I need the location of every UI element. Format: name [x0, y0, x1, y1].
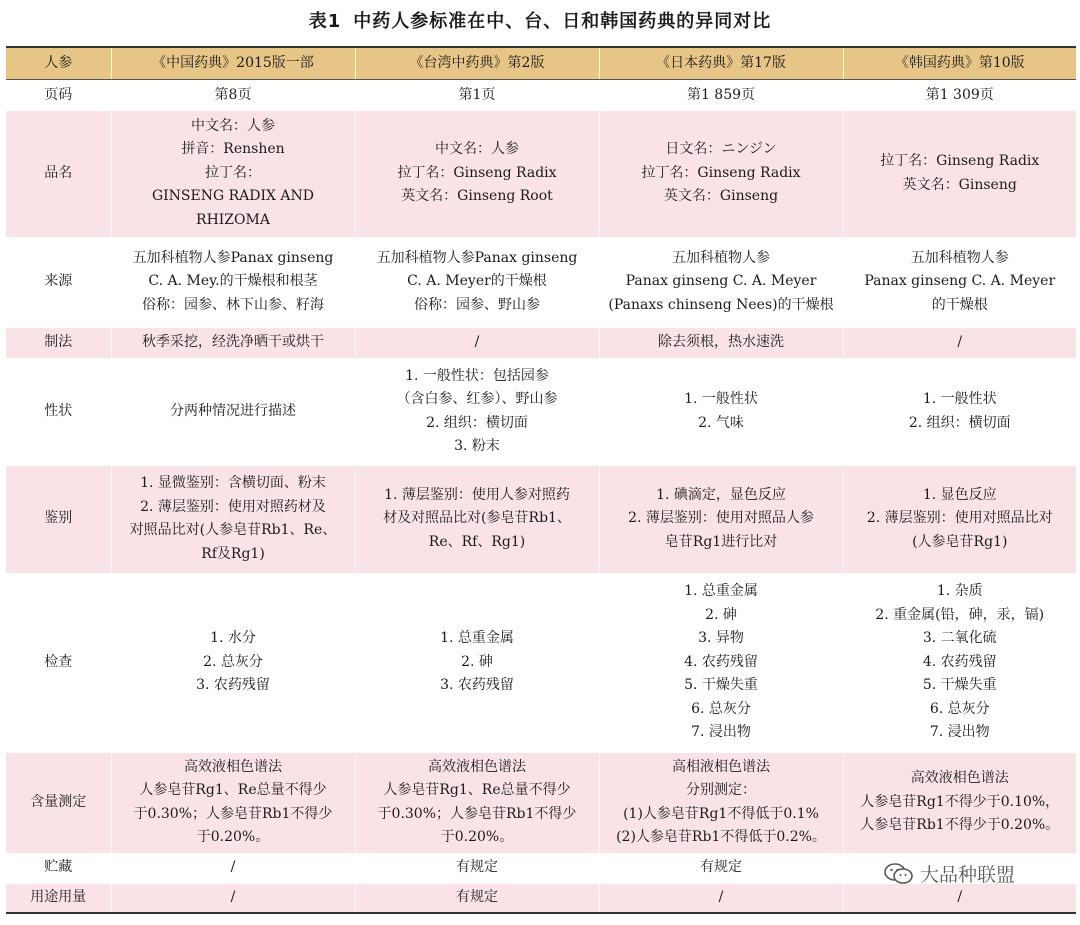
row-label: 含量测定 — [6, 753, 111, 853]
table-cell — [355, 753, 599, 853]
cell-line: 1. 碘滴定，显色反应 — [656, 486, 786, 503]
cell-line: 2. 薄层鉴别：使用对照品人参 — [628, 510, 814, 527]
cell-line: 4. 农药残留 — [922, 653, 997, 670]
cell-line: Panax ginseng C. A. Meyer — [864, 273, 1056, 290]
row-label: 制法 — [6, 328, 111, 358]
table-cell — [599, 237, 843, 328]
header-pharmacopoeia-2: 《台湾中药典》第2版 — [355, 47, 599, 80]
table-caption — [0, 0, 1080, 44]
cell-line: (人参皂苷Rg1) — [912, 533, 1008, 550]
table-cell — [355, 358, 599, 466]
table-cell — [355, 466, 599, 573]
table-row — [6, 466, 1076, 573]
cell-line: 材及对照品比对(参皂苷Rb1、 — [383, 510, 571, 527]
table-cell — [599, 111, 843, 237]
table-number: 表1 — [308, 11, 342, 32]
cell-line: 6. 总灰分 — [929, 700, 990, 717]
cell-line: 于0.30%；人参皂苷Rb1不得少 — [133, 805, 333, 822]
table-cell — [599, 853, 843, 884]
cell-line: 俗称：园参、林下山参、籽海 — [142, 296, 324, 313]
cell-line: 人参皂苷Rb1不得少于0.20%。 — [860, 817, 1060, 834]
cell-line: (1)人参皂苷Rg1不得低于0.1% — [623, 805, 819, 822]
cell-line: / — [957, 333, 963, 350]
cell-line: 于0.30%；人参皂苷Rb1不得少 — [377, 805, 577, 822]
cell-line: 有规定 — [700, 859, 742, 876]
cell-line: 拉丁名：Ginseng Radix — [641, 164, 801, 181]
cell-line: C. A. Mey.的干燥根和根茎 — [148, 273, 318, 290]
cell-line: 英文名：Ginseng — [902, 176, 1017, 193]
cell-line: 于0.20%。 — [196, 829, 270, 845]
table-cell — [843, 237, 1076, 328]
cell-line: 1. 总重金属 — [440, 630, 514, 647]
cell-line: C. A. Meyer的干燥根 — [407, 273, 547, 290]
table-row — [6, 111, 1076, 237]
cell-line: GINSENG RADIX AND — [151, 188, 315, 205]
table-row — [6, 573, 1076, 753]
table-cell — [355, 111, 599, 237]
table-cell — [111, 80, 355, 111]
table-cell — [843, 884, 1076, 913]
cell-line: 1. 一般性状：包括园参 — [405, 367, 549, 384]
row-label: 鉴别 — [6, 466, 111, 573]
cell-line: 1. 显微鉴别：含横切面、粉末 — [140, 475, 326, 491]
wechat-icon — [884, 862, 914, 886]
row-label: 性状 — [6, 358, 111, 466]
cell-line: 3. 农药残留 — [440, 677, 514, 694]
cell-line: 1. 水分 — [210, 630, 256, 647]
cell-line: 1. 显色反应 — [922, 486, 997, 503]
table-cell — [111, 853, 355, 884]
table-cell — [111, 753, 355, 853]
cell-line: 2. 薄层鉴别：使用对照品比对 — [866, 510, 1053, 527]
table-cell — [111, 358, 355, 466]
table-cell — [111, 111, 355, 237]
cell-line: RHIZOMA — [196, 211, 270, 228]
table-cell — [843, 466, 1076, 573]
row-label: 品名 — [6, 111, 111, 237]
cell-line: 高效液相色谱法 — [184, 758, 282, 775]
watermark — [884, 860, 1015, 887]
row-label: 用途用量 — [6, 884, 111, 913]
table-cell — [843, 358, 1076, 466]
cell-line: 5. 干燥失重 — [922, 677, 997, 694]
cell-line: 高相液相色谱法 — [672, 758, 770, 775]
table-cell — [111, 328, 355, 358]
table-cell — [599, 328, 843, 358]
cell-line: 1. 一般性状 — [922, 391, 997, 407]
cell-line: / — [718, 888, 724, 905]
cell-line: 有规定 — [456, 859, 498, 876]
cell-line: 2. 气味 — [698, 414, 744, 431]
table-cell — [355, 237, 599, 328]
header-pharmacopoeia-4: 《韩国药典》第10版 — [843, 47, 1076, 80]
cell-line: 6. 总灰分 — [691, 700, 751, 717]
table-cell — [599, 80, 843, 111]
table-cell — [599, 573, 843, 753]
comparison-table — [6, 46, 1076, 914]
cell-line: 拼音：Renshen — [181, 141, 285, 158]
cell-line: （含白参、红参）、野山参 — [396, 391, 558, 407]
cell-line: 2. 组织：横切面 — [908, 414, 1011, 431]
table-row — [6, 358, 1076, 466]
cell-line: 3. 异物 — [698, 630, 744, 647]
cell-line: Re、Rf、Rg1) — [428, 533, 526, 550]
cell-line: 2. 总灰分 — [203, 653, 263, 670]
table-cell — [111, 466, 355, 573]
table-cell — [599, 753, 843, 853]
cell-line: 拉丁名： — [205, 164, 261, 181]
header-item: 人参 — [6, 47, 111, 80]
row-label: 贮藏 — [6, 853, 111, 884]
table-cell — [355, 853, 599, 884]
cell-line: 分两种情况进行描述 — [170, 402, 296, 419]
cell-line: 英文名：Ginseng Root — [401, 188, 553, 205]
cell-line: 对照品比对(人参皂苷Rb1、Re、 — [129, 522, 337, 538]
cell-line: 中文名：人参 — [435, 141, 519, 158]
cell-line: 1. 总重金属 — [684, 583, 758, 600]
cell-line: 高效液相色谱法 — [910, 770, 1009, 787]
table-row — [6, 328, 1076, 358]
cell-line: 5. 干燥失重 — [684, 677, 758, 694]
table-row — [6, 237, 1076, 328]
cell-line: 3. 粉末 — [454, 438, 500, 454]
cell-line: 3. 农药残留 — [196, 677, 270, 694]
cell-line: 中文名：人参 — [191, 117, 275, 134]
cell-line: 4. 农药残留 — [684, 653, 758, 670]
table-cell — [843, 328, 1076, 358]
cell-line: (2)人参皂苷Rb1不得低于0.2%。 — [616, 829, 826, 845]
cell-line: 1. 一般性状 — [684, 391, 758, 407]
table-cell — [599, 884, 843, 913]
cell-line: / — [474, 333, 480, 350]
cell-line: 2. 砷 — [705, 606, 737, 623]
cell-line: Rf及Rg1) — [201, 545, 265, 562]
cell-line: 人参皂苷Rg1不得少于0.10%， — [860, 793, 1060, 810]
cell-line: 除去须根，热水速洗 — [658, 333, 784, 350]
table-cell — [355, 884, 599, 913]
table-cell — [843, 753, 1076, 853]
cell-line: 分别测定： — [686, 782, 756, 798]
table-row — [6, 753, 1076, 853]
table-cell — [111, 573, 355, 753]
row-label: 页码 — [6, 80, 111, 111]
table-cell — [843, 573, 1076, 753]
cell-line: 五加科植物人参Panax ginseng — [376, 249, 578, 266]
table-cell — [599, 358, 843, 466]
cell-line: 第8页 — [214, 86, 252, 103]
cell-line: 五加科植物人参Panax ginseng — [132, 249, 334, 266]
row-label: 检查 — [6, 573, 111, 753]
cell-line: 1. 薄层鉴别：使用人参对照药 — [384, 486, 570, 503]
cell-line: 人参皂苷Rg1、Re总量不得少 — [139, 782, 327, 798]
cell-line: 有规定 — [456, 888, 498, 905]
table-cell — [111, 237, 355, 328]
table-title: 中药人参标准在中、台、日和韩国药典的异同对比 — [353, 11, 772, 32]
cell-line: 高效液相色谱法 — [428, 758, 526, 775]
cell-line: 五加科植物人参 — [910, 249, 1009, 266]
table-cell — [111, 884, 355, 913]
cell-line: / — [230, 859, 236, 876]
header-pharmacopoeia-3: 《日本药典》第17版 — [599, 47, 843, 80]
table-cell — [355, 328, 599, 358]
cell-line: / — [957, 888, 963, 905]
table-header-row — [6, 47, 1076, 80]
cell-line: 日文名：ニンジン — [665, 141, 777, 158]
cell-line: 的干燥根 — [931, 296, 988, 313]
cell-line: Panax ginseng C. A. Meyer — [625, 273, 817, 290]
cell-line: 皂苷Rg1进行比对 — [664, 533, 778, 550]
table-row — [6, 884, 1076, 913]
cell-line: 2. 砷 — [461, 653, 493, 670]
cell-line: 2. 组织：横切面 — [426, 414, 528, 431]
cell-line: 2. 薄层鉴别：使用对照药材及 — [140, 498, 326, 515]
cell-line: 俗称：园参、野山参 — [414, 296, 540, 313]
cell-line: 第1 309页 — [925, 86, 994, 103]
cell-line: 五加科植物人参 — [672, 249, 770, 266]
cell-line: 第1 859页 — [686, 86, 756, 103]
header-pharmacopoeia-1: 《中国药典》2015版一部 — [111, 47, 355, 80]
table-row — [6, 80, 1076, 111]
cell-line: 英文名：Ginseng — [663, 188, 779, 205]
cell-line: (Panaxs chinseng Nees)的干燥根 — [608, 296, 834, 313]
cell-line: 拉丁名：Ginseng Radix — [397, 164, 557, 181]
cell-line: 第1页 — [458, 86, 496, 103]
cell-line: 7. 浸出物 — [691, 724, 751, 741]
cell-line: 2. 重金属(铅，砷，汞，镉) — [875, 606, 1045, 623]
table-cell — [599, 466, 843, 573]
cell-line: 于0.20%。 — [440, 829, 514, 845]
cell-line: 1. 杂质 — [936, 583, 983, 600]
watermark-text: 大品种联盟 — [920, 864, 1016, 886]
row-label: 来源 — [6, 237, 111, 328]
cell-line: 拉丁名：Ginseng Radix — [880, 153, 1040, 169]
table-cell — [355, 80, 599, 111]
cell-line: 7. 浸出物 — [929, 724, 990, 741]
cell-line: 秋季采挖，经洗净晒干或烘干 — [142, 333, 324, 350]
table-cell — [843, 111, 1076, 237]
table-cell — [843, 80, 1076, 111]
cell-line: / — [230, 888, 236, 905]
table-cell — [355, 573, 599, 753]
cell-line: 人参皂苷Rg1、Re总量不得少 — [383, 782, 571, 798]
cell-line: 3. 二氧化硫 — [922, 630, 997, 647]
